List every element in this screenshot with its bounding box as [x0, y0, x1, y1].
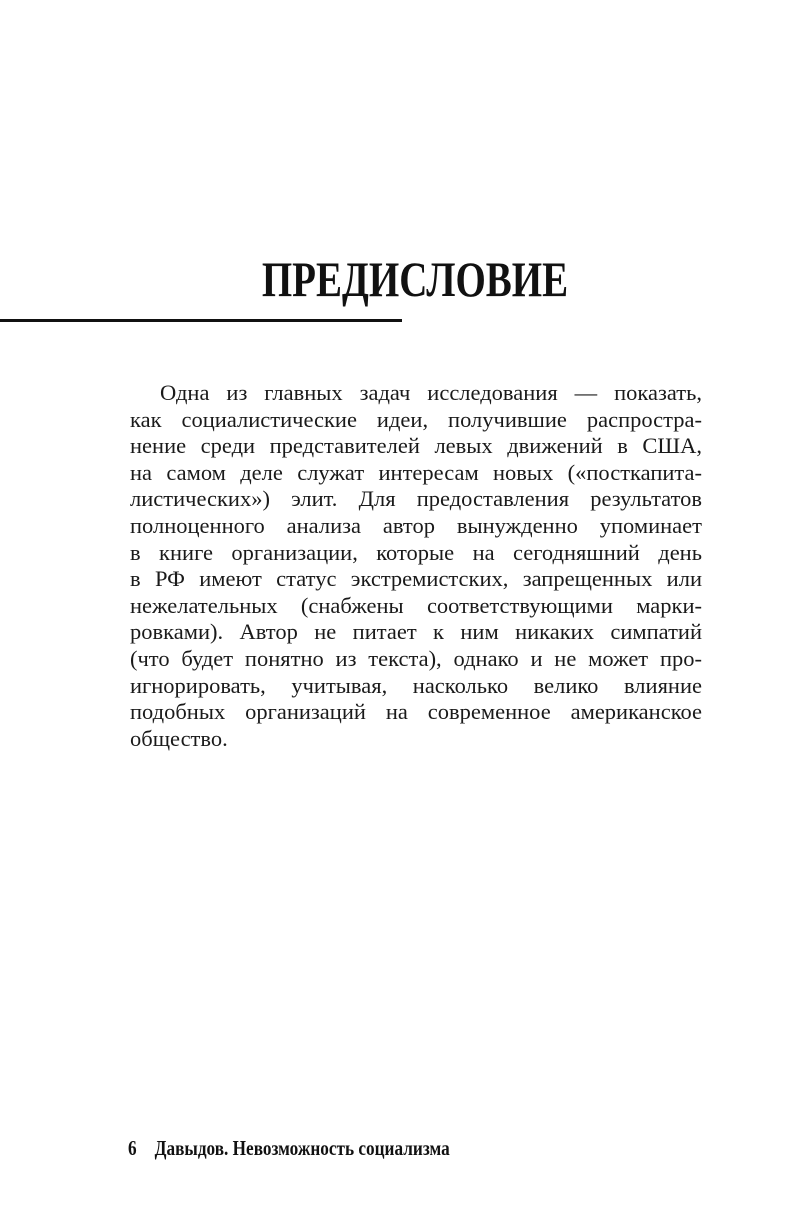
page-number: 6	[128, 1136, 137, 1160]
page-footer	[128, 1135, 520, 1161]
chapter-title: ПРЕДИСЛОВИЕ	[261, 251, 569, 307]
paragraph-line: общество.	[130, 725, 228, 751]
paragraph-line: подобных организаций на современное американское	[130, 699, 702, 725]
paragraph-line: Одна из главных задач исследования — показать,	[160, 380, 702, 405]
paragraph-line: игнорировать, учитывая, насколько велико влияние	[130, 672, 702, 698]
paragraph-line: листических») элит. Для предоставления результатов	[130, 486, 702, 512]
paragraph-line: в РФ имеют статус экстремистских, запрещенных или	[130, 566, 702, 592]
paragraph-line: полноценного анализа автор вынужденно упоминает	[130, 512, 702, 538]
preface-paragraph	[130, 380, 702, 752]
paragraph-line: в книге организации, которые на сегодняшний день	[130, 539, 702, 565]
paragraph-line: нежелательных (снабжены соответствующими марки-	[130, 592, 702, 618]
paragraph-line: как социалистические идеи, получившие распростра-	[130, 406, 702, 432]
paragraph-line: нение среди представителей левых движений в США,	[130, 433, 702, 459]
paragraph-line: на самом деле служат интересам новых («посткапита-	[130, 459, 702, 485]
paragraph-line: (что будет понятно из текста), однако и не может про-	[130, 645, 702, 671]
paragraph-line: ровками). Автор не питает к ним никаких симпатий	[130, 619, 702, 645]
running-title: Давыдов. Невозможность социализма	[154, 1136, 450, 1160]
title-underline-rule	[0, 319, 402, 322]
